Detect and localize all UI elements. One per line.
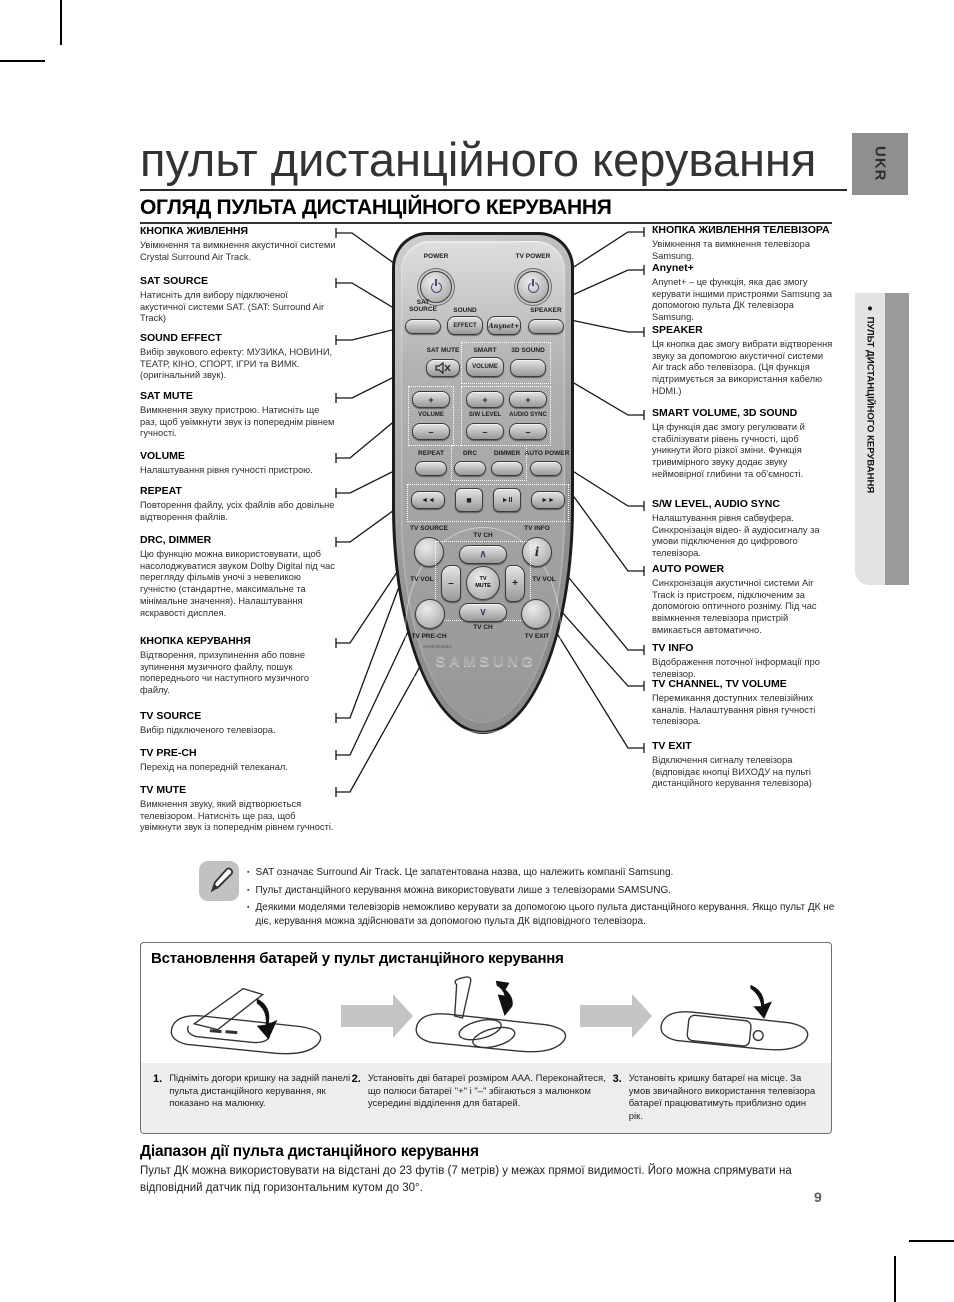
label-title: VOLUME (140, 450, 185, 462)
dimmer-label: DIMMER (493, 450, 521, 457)
repeat-label: REPEAT (418, 450, 444, 457)
label-description: Вимкнення звуку пристрою. Натисніть ще раз, щоб увімкнути звук із попереднім рівнем гучності. (140, 405, 335, 439)
battery-section-title: Встановлення батарей у пульт дистанційного керування (151, 950, 564, 967)
label-item (652, 740, 836, 790)
note-item (247, 884, 835, 898)
battery-section (140, 942, 832, 1134)
sat-mute-button (426, 359, 460, 377)
tv-volume-up-button: + (505, 565, 525, 602)
3d-sound-button (510, 359, 546, 377)
tv-exit-button (521, 599, 551, 629)
remote-model-number: AH59-02434A (423, 644, 452, 649)
label-item (140, 485, 336, 523)
volume-down-button: – (412, 423, 450, 440)
tv-channel-up-button: ∧ (459, 545, 507, 564)
label-description: Перемикання доступних телевізійних каналів. Налаштування рівня гучності телевізора. (652, 693, 816, 727)
label-title: SAT SOURCE (140, 275, 209, 287)
notes-list (247, 866, 835, 932)
tv-exit-label: TV EXIT (524, 633, 550, 640)
next-track-button: ►► (531, 491, 565, 509)
smart-label: SMART (473, 347, 497, 354)
label-description: Повторення файлу, усіх файлів або довільне відтворення файлів. (140, 500, 335, 522)
tv-channel-down-button: ∨ (459, 603, 507, 622)
label-item (652, 642, 836, 680)
speaker-button (528, 319, 564, 334)
tv-ch-up-label: TV CH (473, 532, 493, 539)
language-tab-label: UKR (871, 146, 889, 182)
remote-control-diagram (392, 232, 574, 734)
pencil-icon (203, 865, 235, 897)
note-text: Деякими моделями телевізорів неможливо керувати за допомогою цього пульта дистанційного керування. Якщо пульт ДК не діє, керування можна здійснювати за допомогою пульта ДК відповідного телевізора. (255, 902, 835, 927)
label-item (652, 498, 836, 560)
power-icon (528, 282, 539, 293)
sat-mute-label: SAT MUTE (426, 347, 460, 354)
battery-illustrations (141, 971, 831, 1061)
auto-power-label: AUTO POWER (524, 450, 570, 457)
label-item (652, 324, 836, 398)
label-title: SOUND EFFECT (140, 332, 222, 344)
crop-mark-top-left-h (0, 60, 45, 62)
label-title: TV MUTE (140, 784, 187, 796)
label-item (652, 563, 836, 637)
label-description: Ця функція дає змогу регулювати й стабілізувати рівень гучності, щоб уникнути його різкої зміни. Функція тривимірного звуку додає звуку неймовірної глибини та об'ємності. (652, 422, 805, 479)
sound-label: SOUND (453, 307, 477, 314)
step-text: Установіть кришку батареї на місце. За умов звичайного використання телевізора батареї працюватимуть приблизно один рік. (628, 1073, 816, 1122)
label-title: S/W LEVEL, AUDIO SYNC (652, 498, 780, 510)
tv-pre-ch-label: TV PRE-CH (411, 633, 447, 640)
label-title: TV EXIT (652, 740, 692, 752)
label-item (140, 635, 336, 697)
audio-sync-up-button: + (509, 391, 547, 408)
square-bullet-icon: ▪ (247, 904, 250, 911)
label-description: Увімкнення та вимкнення телевізора Samsung. (652, 239, 811, 261)
audio-sync-label: AUDIO SYNC (509, 412, 547, 418)
section-title: ОГЛЯД ПУЛЬТА ДИСТАНЦІЙНОГО КЕРУВАННЯ (140, 196, 612, 219)
tv-ch-down-label: TV CH (473, 624, 493, 631)
section-rule (140, 222, 832, 224)
sat-source-label: SAT SOURCE (409, 299, 437, 314)
anynet-button: Anynet+ (487, 316, 521, 335)
note-text: Пульт дистанційного керування можна використовувати лише з телевізорами SAMSUNG. (255, 884, 672, 896)
power-button-label: POWER (423, 253, 449, 260)
note-icon (199, 861, 239, 901)
tv-vol-up-label: TV VOL (532, 576, 556, 583)
label-title: SPEAKER (652, 324, 703, 336)
label-item (140, 332, 336, 382)
label-description: Вибір підключеного телевізора. (140, 725, 276, 735)
label-item (652, 224, 836, 262)
tv-volume-down-button: – (441, 565, 461, 602)
step-arrow-icon (341, 1005, 393, 1027)
label-title: TV PRE-CH (140, 747, 197, 759)
label-item (140, 747, 336, 774)
sound-effect-button: EFFECT (447, 316, 483, 335)
info-icon: i (534, 545, 540, 559)
speaker-label: SPEAKER (530, 307, 562, 314)
title-underline (140, 189, 847, 191)
label-item (140, 225, 336, 263)
battery-steps (141, 1063, 831, 1133)
play-pause-button: ►II (493, 488, 521, 512)
sw-level-up-button: + (466, 391, 504, 408)
label-description: Синхронізація акустичної системи Air Track із пристроєм, підключеним за допомогою оптичного розніму. Під час ввімкнення телевізора пристрій вмикається автоматично. (652, 578, 817, 635)
label-title: REPEAT (140, 485, 182, 497)
label-description: Налаштування рівня гучності пристрою. (140, 465, 313, 475)
step-number: 1. (153, 1073, 163, 1085)
muted-speaker-icon (435, 362, 451, 374)
tv-power-button-label: TV POWER (515, 253, 551, 260)
chapter-side-tab (855, 293, 909, 585)
label-description: Натисніть для вибору підключеної акустичної системи SAT. (SAT: Surround Air Track) (140, 290, 325, 324)
note-item (247, 901, 835, 928)
label-title: TV SOURCE (140, 710, 202, 722)
label-title: AUTO POWER (652, 563, 725, 575)
sw-level-label: S/W LEVEL (468, 412, 502, 418)
label-item (140, 710, 336, 737)
range-section-text: Пульт ДК можна використовувати на відстані до 23 футів (7 метрів) у межах прямої видимості. Його можна спрямувати на відповідний датчик під горизонтальним кутом до 30°. (140, 1165, 792, 1195)
tv-mute-button: TV MUTE (466, 566, 500, 600)
audio-sync-down-button: – (509, 423, 547, 440)
label-item (140, 390, 336, 440)
battery-step (153, 1073, 352, 1133)
tv-source-label: TV SOURCE (410, 525, 448, 532)
chapter-side-tab-label-strip (855, 293, 885, 585)
power-icon (431, 282, 442, 293)
square-bullet-icon: ▪ (247, 869, 250, 876)
label-title: SMART VOLUME, 3D SOUND (652, 407, 798, 419)
chapter-side-tab-dark-strip (885, 293, 909, 585)
battery-step3-illustration (637, 974, 813, 1058)
label-description: Вимкнення звуку, який відтворюється телевізором. Натисніть ще раз, щоб увімкнути звук із попереднім рівнем гучності. (140, 799, 334, 833)
step-text: Підніміть догори кришку на задній панелі пульта дистанційного керування, як показано на малюнку. (169, 1073, 351, 1110)
auto-power-button (530, 461, 562, 476)
label-description: Вибір звукового ефекту: МУЗИКА, НОВИНИ, ТЕАТР, КІНО, СПОРТ, ІГРИ та ВИМК. (оригінальний звук). (140, 347, 333, 381)
page-title: пульт дистанційного керування (140, 133, 817, 186)
label-title: SAT MUTE (140, 390, 193, 402)
label-description: Налаштування рівня сабвуфера. Синхронізація відео- й аудіосигналу за умови підключення до цифрового телевізора. (652, 513, 820, 559)
previous-track-button: ◄◄ (411, 491, 445, 509)
page-number: 9 (814, 1189, 822, 1205)
label-item (652, 678, 836, 728)
label-description: Ця кнопка дає змогу вибрати відтворення звуку за допомогою акустичної системи Air track або телевізора. (Ця функція підтримується за використання кабелю HDMI.) (652, 339, 833, 396)
stop-button: ■ (455, 488, 483, 512)
step-text: Установіть дві батареї розміром AAA. Переконайтеся, що полюси батареї "+" і "–" збігаються з малюнком усередині відділення для батарей. (367, 1073, 606, 1110)
battery-step (613, 1073, 819, 1133)
label-title: TV INFO (652, 642, 694, 654)
label-description: Увімкнення та вимкнення акустичної системи Crystal Surround Air Track. (140, 240, 336, 262)
label-description: Anynet+ – це функція, яка дає змогу керувати іншими пристроями Samsung за допомогою пульта ДК телевізора Samsung. (652, 277, 833, 323)
tv-pre-ch-button (415, 599, 445, 629)
battery-step2-illustration (398, 974, 574, 1058)
note-item (247, 866, 835, 880)
drc-label: DRC (462, 450, 478, 457)
crop-mark-bottom-right-h (909, 1240, 954, 1242)
label-title: КНОПКА КЕРУВАННЯ (140, 635, 251, 647)
smart-volume-button: VOLUME (466, 357, 504, 377)
note-text: SAT означає Surround Air Track. Це запатентована назва, що належить компанії Samsung. (255, 867, 674, 878)
battery-step1-illustration (159, 974, 335, 1058)
crop-mark-top-left-v (60, 0, 62, 45)
drc-button (454, 461, 486, 476)
dimmer-button (491, 461, 523, 476)
crop-mark-bottom-right-v (894, 1256, 896, 1302)
tv-power-button (517, 271, 549, 303)
language-tab (852, 133, 908, 195)
chapter-side-tab-label: ● ПУЛЬТ ДИСТАНЦІЙНОГО КЕРУВАННЯ (864, 303, 876, 494)
label-title: КНОПКА ЖИВЛЕННЯ ТЕЛЕВІЗОРА (652, 224, 830, 236)
range-section-title: Діапазон дії пульта дистанційного керування (140, 1143, 479, 1160)
label-description: Цю функцію можна використовувати, щоб насолоджуватися звуком Dolby Digital під час перегляду фільмів уночі з невеликою гучністю (стандартне, максимальне та мінімальне значення). Налаштування яскравості дисплея. (140, 549, 335, 618)
label-title: DRC, DIMMER (140, 534, 212, 546)
label-item (140, 275, 336, 325)
volume-label: VOLUME (418, 412, 444, 418)
label-title: TV CHANNEL, TV VOLUME (652, 678, 787, 690)
label-description: Відображення поточної інформації про телевізор. (652, 657, 820, 679)
label-item (140, 534, 336, 619)
label-item (652, 262, 836, 324)
label-title: Anynet+ (652, 262, 694, 274)
step-arrow-icon (580, 1005, 632, 1027)
tv-vol-down-label: TV VOL (410, 576, 434, 583)
samsung-logo: SAMSUNG (435, 653, 537, 670)
3d-sound-label: 3D SOUND (511, 347, 545, 354)
label-item (140, 784, 336, 834)
sw-level-down-button: – (466, 423, 504, 440)
label-title: КНОПКА ЖИВЛЕННЯ (140, 225, 249, 237)
label-description: Відключення сигналу телевізора (відповідає кнопці ВИХОДУ на пульті дистанційного керування телевізора) (652, 755, 812, 789)
step-number: 2. (351, 1073, 361, 1085)
square-bullet-icon: ▪ (247, 886, 250, 894)
step-number: 3. (612, 1073, 622, 1085)
repeat-button (415, 461, 447, 476)
label-item (140, 450, 336, 477)
tv-info-label: TV INFO (524, 525, 550, 532)
sat-source-button (405, 319, 441, 334)
label-description: Перехід на попередній телеканал. (140, 762, 288, 772)
label-item (652, 407, 836, 481)
battery-step (352, 1073, 613, 1133)
label-description: Відтворення, призупинення або повне зупинення музичного файлу, пошук попереднього чи наступного музичного файлу. (140, 650, 310, 696)
volume-up-button: + (412, 391, 450, 408)
